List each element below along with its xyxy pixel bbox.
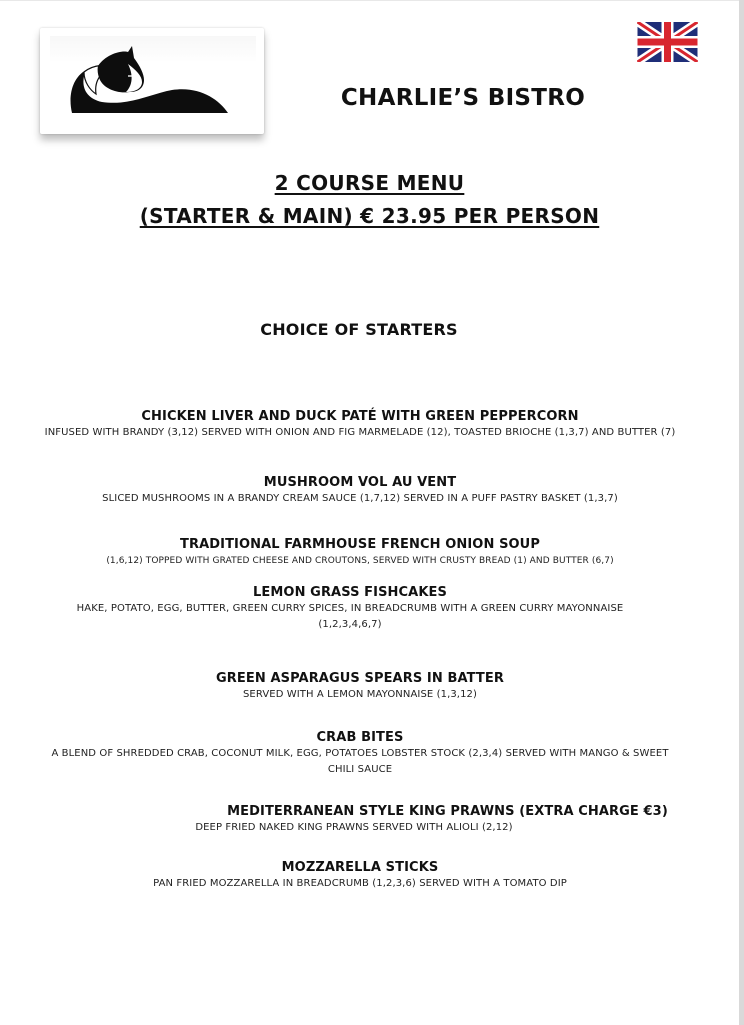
menu-item-description: SLICED MUSHROOMS IN A BRANDY CREAM SAUCE (1,7,12) SERVED IN A PUFF PASTRY BASKET (1,3,7) — [102, 493, 618, 504]
menu-item-description: (1,6,12) TOPPED WITH GRATED CHEESE AND CROUTONS, SERVED WITH CRUSTY BREAD (1) AND BUTTER (6,7) — [106, 556, 614, 566]
menu-item — [45, 729, 675, 778]
menu-item — [40, 474, 680, 507]
menu-item — [40, 670, 680, 703]
menu-item — [40, 408, 680, 441]
menu-item-description: A BLEND OF SHREDDED CRAB, COCONUT MILK, EGG, POTATOES LOBSTER STOCK (2,3,4) SERVED WITH MANGO & SWEET CHILI SAUCE — [51, 748, 669, 775]
menu-item — [40, 859, 680, 892]
menu-item — [40, 536, 680, 569]
uk-flag-icon[interactable] — [637, 22, 698, 62]
menu-item-name: CRAB BITES — [316, 730, 404, 745]
menu-item-description: PAN FRIED MOZZARELLA IN BREADCRUMB (1,2,3,6) SERVED WITH A TOMATO DIP — [153, 878, 567, 889]
menu-item-description: SERVED WITH A LEMON MAYONNAISE (1,3,12) — [242, 689, 478, 700]
menu-item-description: HAKE, POTATO, EGG, BUTTER, GREEN CURRY SPICES, IN BREADCRUMB WITH A GREEN CURRY MAYONNAISE (1,2,3,4,6,7) — [76, 603, 624, 630]
menu-item-name: MEDITERRANEAN STYLE KING PRAWNS (EXTRA CHARGE €3) — [227, 804, 668, 819]
menu-item-name: TRADITIONAL FARMHOUSE FRENCH ONION SOUP — [180, 537, 540, 552]
black-cat-logo-icon — [50, 36, 256, 124]
menu-item-name: MUSHROOM VOL AU VENT — [263, 475, 457, 490]
menu-item-description: DEEP FRIED NAKED KING PRAWNS SERVED WITH ALIOLI (2,12) — [195, 822, 513, 833]
menu-item-description: INFUSED WITH BRANDY (3,12) SERVED WITH ONION AND FIG MARMELADE (12), TOASTED BRIOCHE (1,3,7) AND BUTTER (7) — [44, 427, 676, 438]
menu-item-name: LEMON GRASS FISHCAKES — [253, 585, 447, 600]
course-menu-price — [0, 204, 739, 228]
section-title-starters: CHOICE OF STARTERS — [260, 320, 458, 339]
menu-item-name: MOZZARELLA STICKS — [281, 860, 439, 875]
menu-item-name: CHICKEN LIVER AND DUCK PATÉ WITH GREEN PEPPERCORN — [141, 409, 579, 424]
menu-item — [100, 803, 740, 836]
course-menu-price-text: (STARTER & MAIN) € 23.95 PER PERSON — [139, 204, 600, 228]
restaurant-name: CHARLIE’S BISTRO — [340, 85, 586, 111]
menu-item — [50, 584, 650, 633]
menu-item-name: GREEN ASPARAGUS SPEARS IN BATTER — [216, 671, 504, 686]
course-menu-title-text: 2 COURSE MENU — [274, 171, 465, 195]
course-menu-title — [0, 171, 739, 195]
restaurant-logo — [40, 28, 264, 134]
